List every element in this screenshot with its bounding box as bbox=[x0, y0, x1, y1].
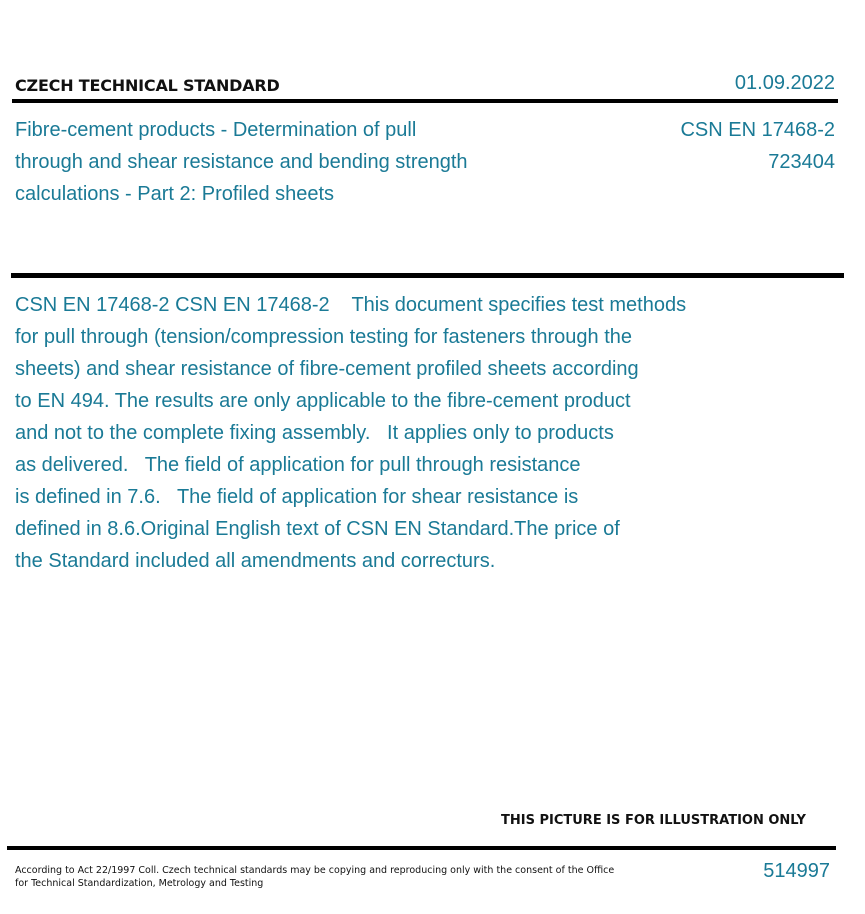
title-divider bbox=[11, 273, 844, 278]
publication-date: 01.09.2022 bbox=[734, 72, 835, 94]
description-line: the Standard included all amendments and correcturs. bbox=[15, 550, 496, 572]
header-divider bbox=[12, 99, 838, 103]
legal-notice bbox=[15, 864, 614, 890]
description-line: defined in 8.6.Original English text of CSN EN Standard.The price of bbox=[15, 518, 620, 540]
description-line: sheets) and shear resistance of fibre-cement profiled sheets according bbox=[15, 358, 639, 380]
footer-divider bbox=[7, 846, 836, 850]
standard-code-block bbox=[680, 114, 835, 178]
legal-line: for Technical Standardization, Metrology and Testing bbox=[15, 878, 264, 889]
description-line: as delivered. The field of application for pull through resistance bbox=[15, 454, 581, 476]
class-number: 723404 bbox=[768, 151, 835, 173]
title-line: Fibre-cement products - Determination of pull bbox=[15, 119, 417, 141]
description-line: and not to the complete fixing assembly. It applies only to products bbox=[15, 422, 614, 444]
legal-line: According to Act 22/1997 Coll. Czech technical standards may be copying and reproducing only with the consent of the Office bbox=[15, 865, 615, 876]
document-id: 514997 bbox=[763, 860, 830, 882]
standard-code: CSN EN 17468-2 bbox=[680, 119, 835, 141]
header-label: CZECH TECHNICAL STANDARD bbox=[15, 76, 280, 95]
description-line: to EN 494. The results are only applicable to the fibre-cement product bbox=[15, 390, 631, 412]
description-line: for pull through (tension/compression testing for fasteners through the bbox=[15, 326, 633, 348]
description-line: CSN EN 17468-2 CSN EN 17468-2 This document specifies test methods bbox=[15, 294, 687, 316]
title-line: through and shear resistance and bending strength bbox=[15, 151, 468, 173]
standard-description bbox=[15, 289, 775, 577]
standard-title bbox=[15, 114, 575, 210]
title-line: calculations - Part 2: Profiled sheets bbox=[15, 183, 335, 205]
description-line: is defined in 7.6. The field of application for shear resistance is bbox=[15, 486, 579, 508]
illustration-note: THIS PICTURE IS FOR ILLUSTRATION ONLY bbox=[501, 813, 806, 828]
